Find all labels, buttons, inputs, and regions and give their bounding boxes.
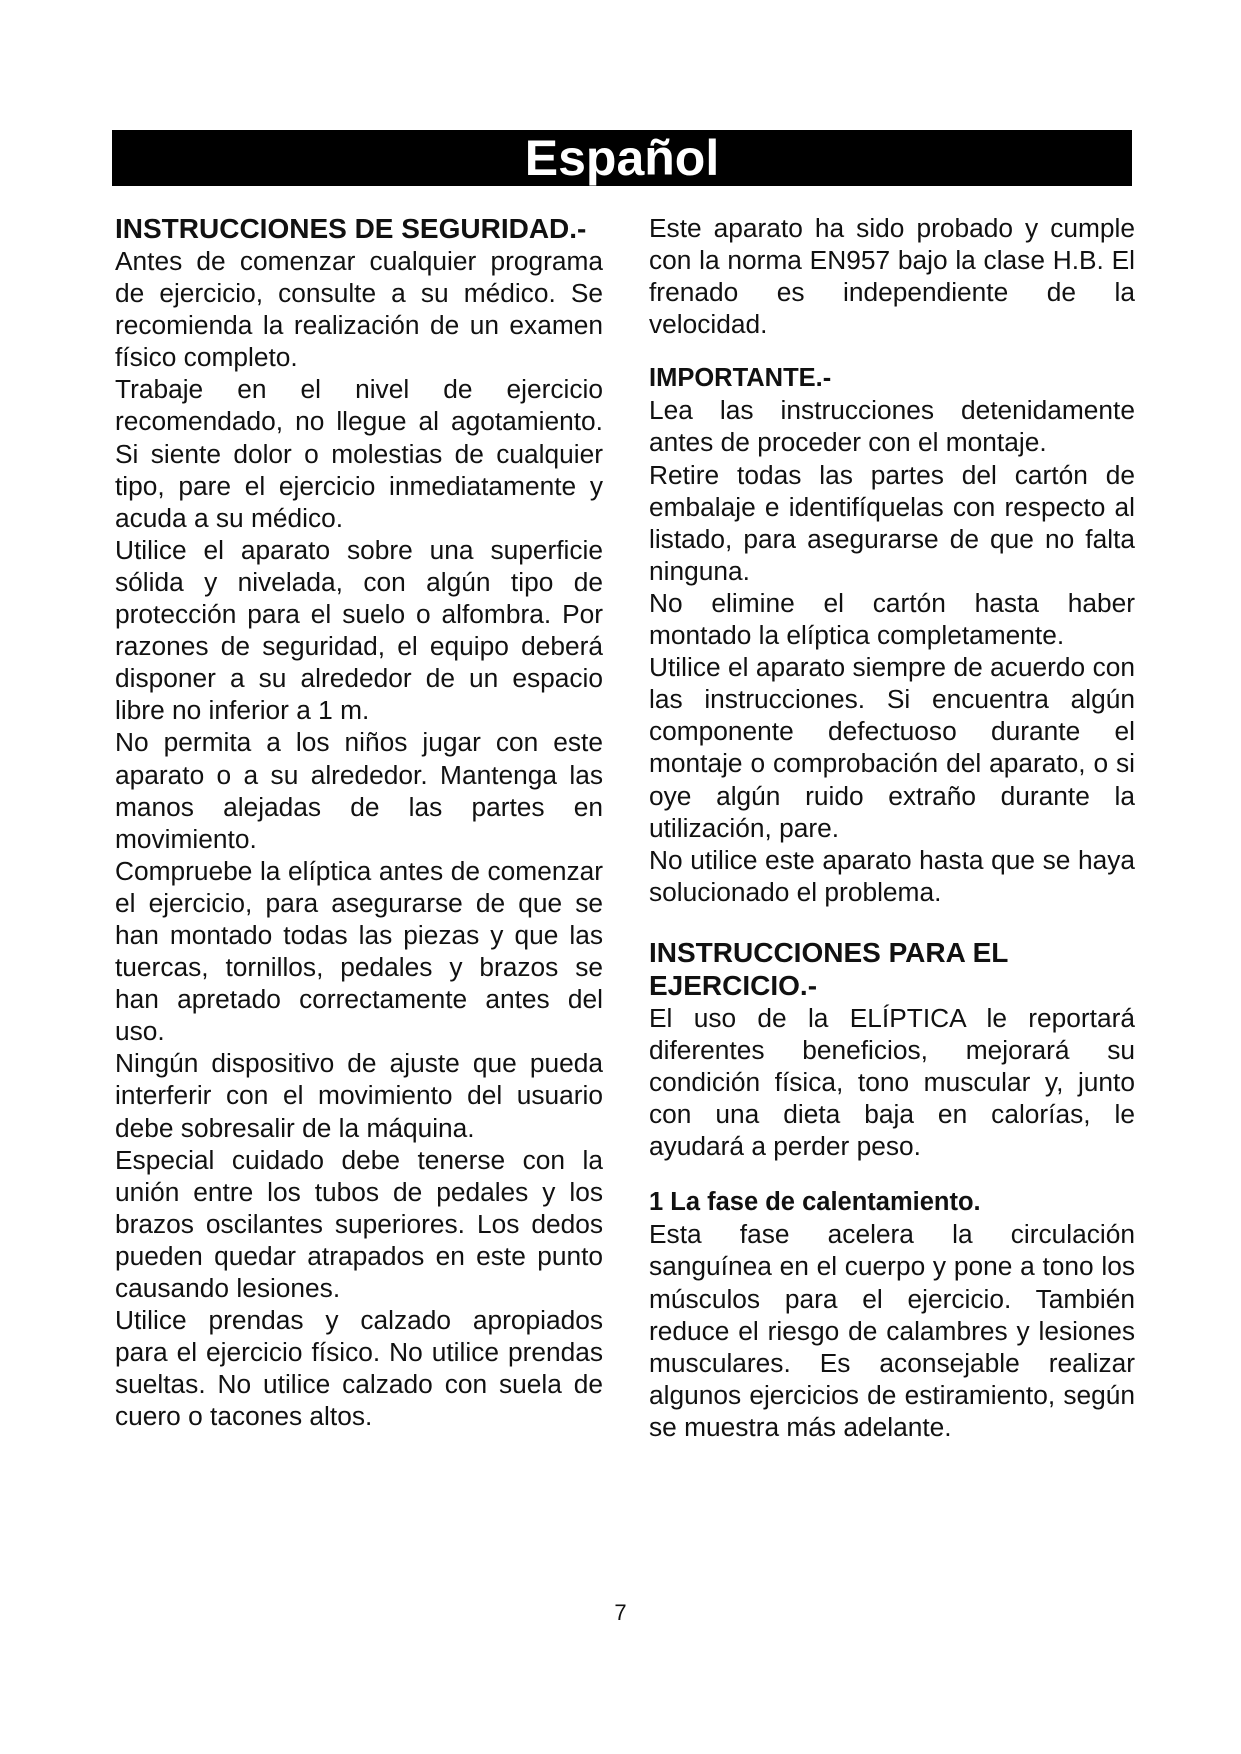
safety-paragraph: Compruebe la elíptica antes de comenzar el ejercicio, para asegurarse de que se han montado todas las piezas y que las tuercas, tornillos, pedales y brazos se han apretado correctamente antes del uso. bbox=[115, 855, 603, 1047]
safety-paragraph: Utilice el aparato sobre una superficie sólida y nivelada, con algún tipo de protección para el suelo o alfombra. Por razones de seguridad, el equipo deberá disponer a su alrededor de un espacio libre no inferior a 1 m. bbox=[115, 534, 603, 726]
safety-paragraph: Especial cuidado debe tenerse con la unión entre los tubos de pedales y los brazos oscilantes superiores. Los dedos pueden quedar atrapados en este punto causando lesiones. bbox=[115, 1144, 603, 1303]
safety-paragraph: Ningún dispositivo de ajuste que pueda interferir con el movimiento del usuario debe sobresalir de la máquina. bbox=[115, 1048, 603, 1143]
important-heading: IMPORTANTE.- bbox=[649, 364, 832, 393]
warmup-paragraph: Esta fase acelera la circulación sanguínea en el cuerpo y pone a tono los músculos para el ejercicio. También reduce el riesgo de calambres y lesiones musculares. Es aconsejable realizar algunos ejercicios de estiramiento, según se muestra más adelante. bbox=[649, 1219, 1135, 1442]
exercise-heading: INSTRUCCIONES PARA EL EJERCICIO.- bbox=[649, 936, 1008, 1001]
certification-paragraph: Este aparato ha sido probado y cumple con la norma EN957 bajo la clase H.B. El frenado es independiente de la velocidad. bbox=[649, 213, 1135, 340]
important-paragraph: Lea las instrucciones detenidamente antes de proceder con el montaje. bbox=[649, 395, 1135, 458]
safety-paragraph: No permita a los niños jugar con este aparato o a su alrededor. Mantenga las manos alejadas de las partes en movimiento. bbox=[115, 727, 603, 854]
page-number: 7 bbox=[614, 1600, 627, 1625]
important-paragraph: No elimine el cartón hasta haber montado la elíptica completamente. bbox=[649, 587, 1135, 651]
exercise-paragraph: El uso de la ELÍPTICA le reportará diferentes beneficios, mejorará su condición física, tono muscular y, junto con una dieta baja en calorías, le ayudará a perder peso. bbox=[649, 1002, 1135, 1162]
safety-paragraph: Antes de comenzar cualquier programa de ejercicio, consulte a su médico. Se recomienda la realización de un examen físico completo. bbox=[115, 246, 603, 373]
language-banner bbox=[112, 130, 1132, 186]
warmup-heading: 1 La fase de calentamiento. bbox=[649, 1188, 981, 1217]
banner-title: Español bbox=[524, 130, 720, 186]
important-paragraph: Utilice el aparato siempre de acuerdo con las instrucciones. Si encuentra algún componente defectuoso durante el montaje o comprobación del aparato, o si oye algún ruido extraño durante la utilización, pare. bbox=[649, 652, 1135, 843]
important-paragraph: Retire todas las partes del cartón de embalaje e identifíquelas con respecto al listado, para asegurarse de que no falta ninguna. bbox=[649, 459, 1135, 586]
safety-paragraph: Utilice prendas y calzado apropiados para el ejercicio físico. No utilice prendas sueltas. No utilice calzado con suela de cuero o tacones altos. bbox=[115, 1305, 603, 1432]
safety-heading: INSTRUCCIONES DE SEGURIDAD.- bbox=[115, 213, 587, 244]
safety-paragraph: Trabaje en el nivel de ejercicio recomendado, no llegue al agotamiento. Si siente dolor o molestias de cualquier tipo, pare el ejercicio inmediatamente y acuda a su médico. bbox=[115, 374, 603, 533]
right-column bbox=[649, 212, 1135, 1443]
left-column bbox=[115, 212, 603, 1432]
important-paragraph: No utilice este aparato hasta que se haya solucionado el problema. bbox=[649, 844, 1135, 907]
